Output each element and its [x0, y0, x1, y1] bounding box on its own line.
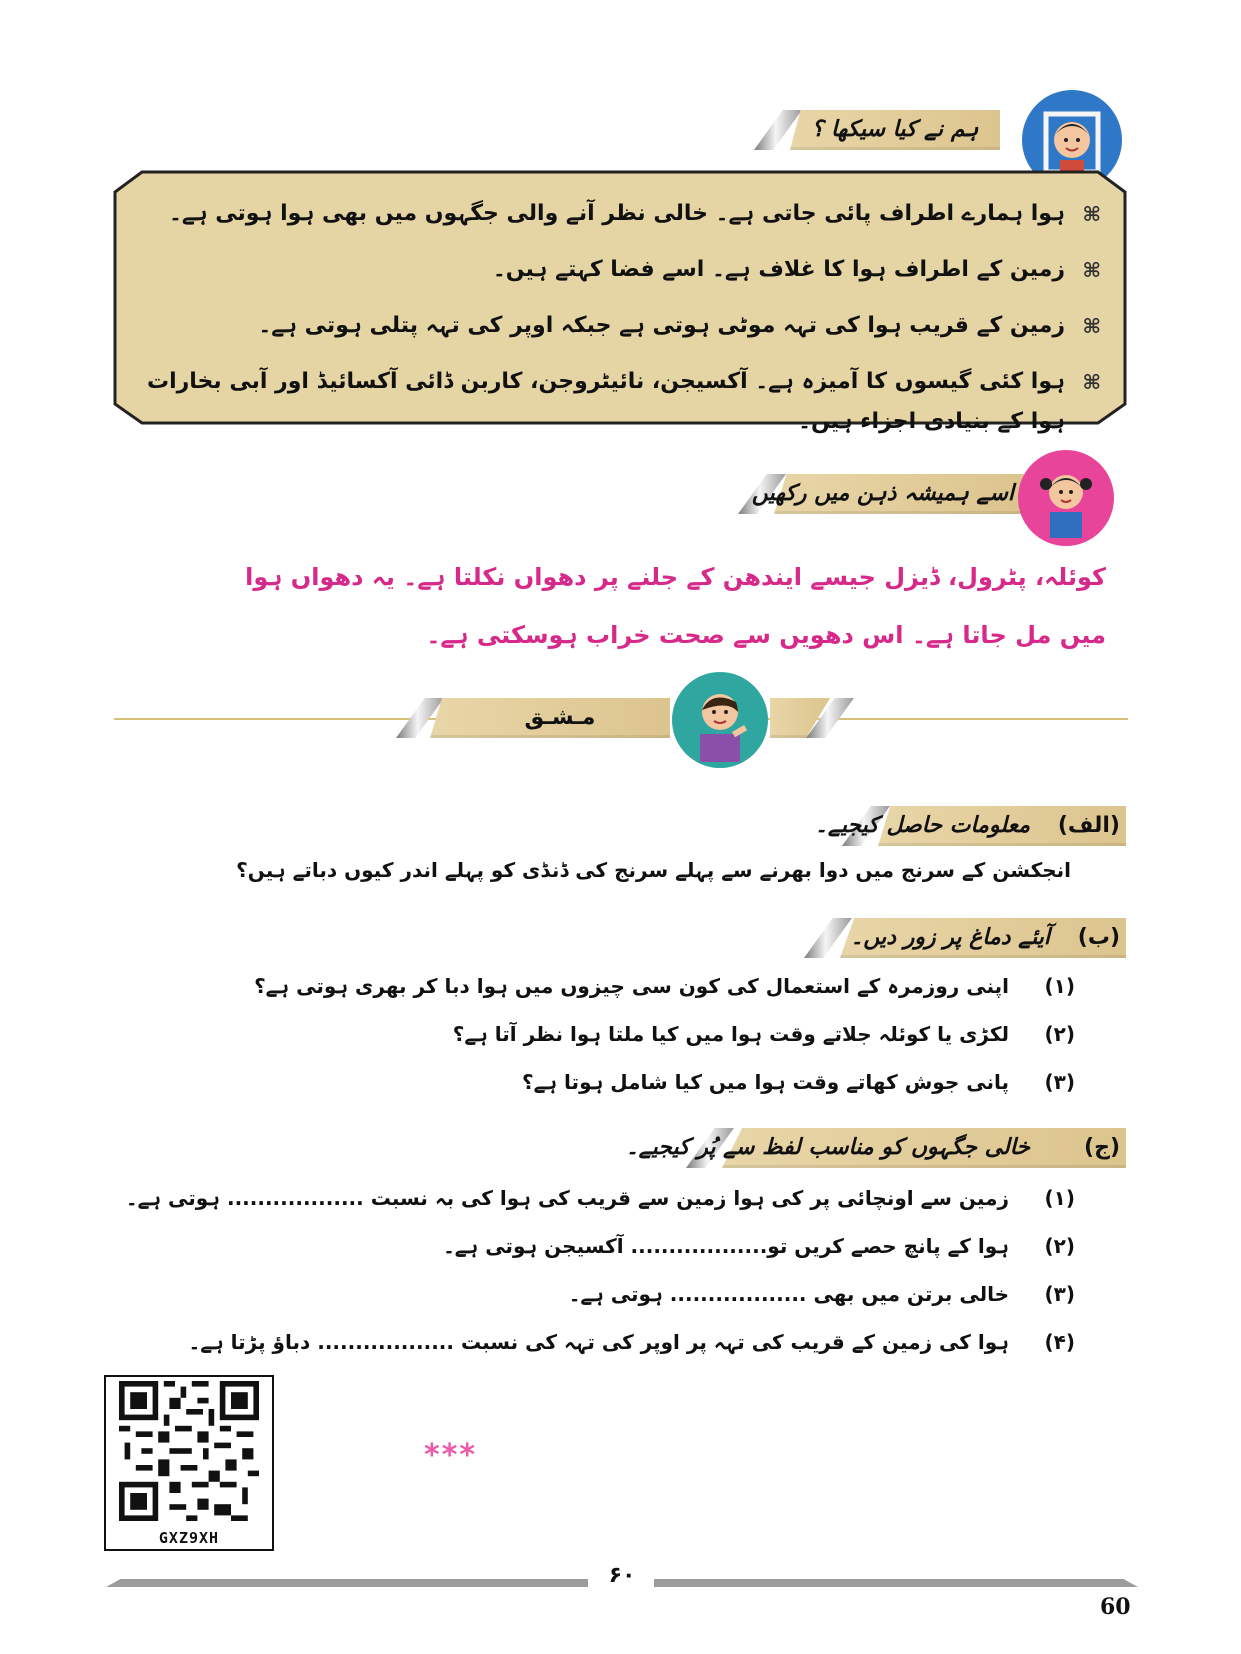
section-c-item-2: ہوا کے پانچ حصے کریں تو.................. آکسیجن ہوتی ہے۔ — [443, 1234, 1009, 1258]
remember-heading: اسے ہمیشہ ذہن میں رکھیں — [751, 481, 1014, 506]
section-a-label: (الف) — [1057, 813, 1120, 838]
qr-code[interactable] — [104, 1375, 274, 1551]
exercise-heading: مـشـق — [524, 705, 596, 730]
bullet-icon: ⌘ — [1082, 202, 1101, 226]
section-b-num-2: (۲) — [1044, 1022, 1075, 1046]
section-b-num-3: (۳) — [1044, 1070, 1075, 1094]
remember-text: کوئلہ، پٹرول، ڈیزل جیسے ایندھن کے جلنے پر دھواں نکلتا ہے۔ یہ دھواں ہوا میں مل جاتا ہے۔ اس دھویں سے صحت خراب ہوسکتی ہے۔ — [245, 563, 1106, 649]
page-number-urdu: ۶۰ — [608, 1563, 636, 1588]
section-b-item-1: اپنی روزمرہ کے استعمال کی کون سی چیزوں میں ہوا دبا کر بھری ہوتی ہے؟ — [254, 974, 1009, 998]
learned-item: ⌘ ہوا ہمارے اطراف پائی جاتی ہے۔ خالی نظر آنے والی جگہوں میں بھی ہوا ہوتی ہے۔ — [141, 194, 1101, 250]
section-c-label: (ج) — [1084, 1135, 1120, 1160]
section-c-item-3: خالی برتن میں بھی .................. ہوتی ہے۔ — [568, 1282, 1009, 1306]
footer-bar-left — [106, 1579, 588, 1587]
learned-item: ⌘ زمین کے اطراف ہوا کا غلاف ہے۔ اسے فضا کہتے ہیں۔ — [141, 250, 1101, 306]
bullet-icon: ⌘ — [1082, 258, 1101, 282]
section-c-num-4: (۴) — [1044, 1330, 1075, 1354]
section-a-title: معلومات حاصل کیجیے۔ — [815, 813, 1030, 838]
learned-heading: ہم نے کیا سیکھا ؟ — [811, 117, 979, 142]
section-c-item-1: زمین سے اونچائی پر کی ہوا زمین سے قریب کی ہوا کی بہ نسبت .................. ہوتی ہے۔ — [125, 1186, 1009, 1210]
section-c-num-2: (۲) — [1044, 1234, 1075, 1258]
teacher-avatar-icon — [672, 672, 768, 768]
section-b-title: آیئے دماغ پر زور دیں۔ — [850, 925, 1050, 950]
qr-code-label: GXZ9XH — [158, 1529, 220, 1547]
section-b-label: (ب) — [1077, 925, 1120, 950]
section-c-item-4: ہوا کی زمین کے قریب کی تہہ پر اوپر کی تہہ کی نسبت .................. دباؤ پڑتا ہے۔ — [188, 1330, 1009, 1354]
learned-item: ⌘ زمین کے قریب ہوا کی تہہ موٹی ہوتی ہے جبکہ اوپر کی تہہ پتلی ہوتی ہے۔ — [141, 306, 1101, 362]
qr-pattern-icon — [114, 1381, 264, 1521]
section-b-item-3: پانی جوش کھاتے وقت ہوا میں کیا شامل ہوتا ہے؟ — [522, 1070, 1009, 1094]
bullet-icon: ⌘ — [1082, 370, 1101, 394]
learned-list — [141, 194, 1101, 434]
page-number: 60 — [1100, 1594, 1131, 1620]
footer-bar-right — [654, 1579, 1138, 1587]
section-c-num-3: (۳) — [1044, 1282, 1075, 1306]
end-stars: *** — [424, 1438, 478, 1473]
section-c-num-1: (۱) — [1044, 1186, 1075, 1210]
section-b-item-2: لکڑی یا کوئلہ جلاتے وقت ہوا میں کیا ملتا ہوا نظر آتا ہے؟ — [452, 1022, 1009, 1046]
girl-avatar-icon — [1018, 450, 1114, 546]
bullet-icon: ⌘ — [1082, 314, 1101, 338]
learned-item: ⌘ ہوا کئی گیسوں کا آمیزہ ہے۔ آکسیجن، نائیٹروجن، کاربن ڈائی آکسائیڈ اور آبی بخارات ہوا کے بنیادی اجزاء ہیں۔ — [141, 362, 1101, 418]
section-b-num-1: (۱) — [1044, 974, 1075, 998]
section-a-question: انجکشن کے سرنج میں دوا بھرنے سے پہلے سرنج کی ڈنڈی کو پہلے اندر کیوں دباتے ہیں؟ — [236, 858, 1071, 882]
section-c-title: خالی جگہوں کو مناسب لفظ سے پُر کیجیے۔ — [625, 1135, 1030, 1160]
